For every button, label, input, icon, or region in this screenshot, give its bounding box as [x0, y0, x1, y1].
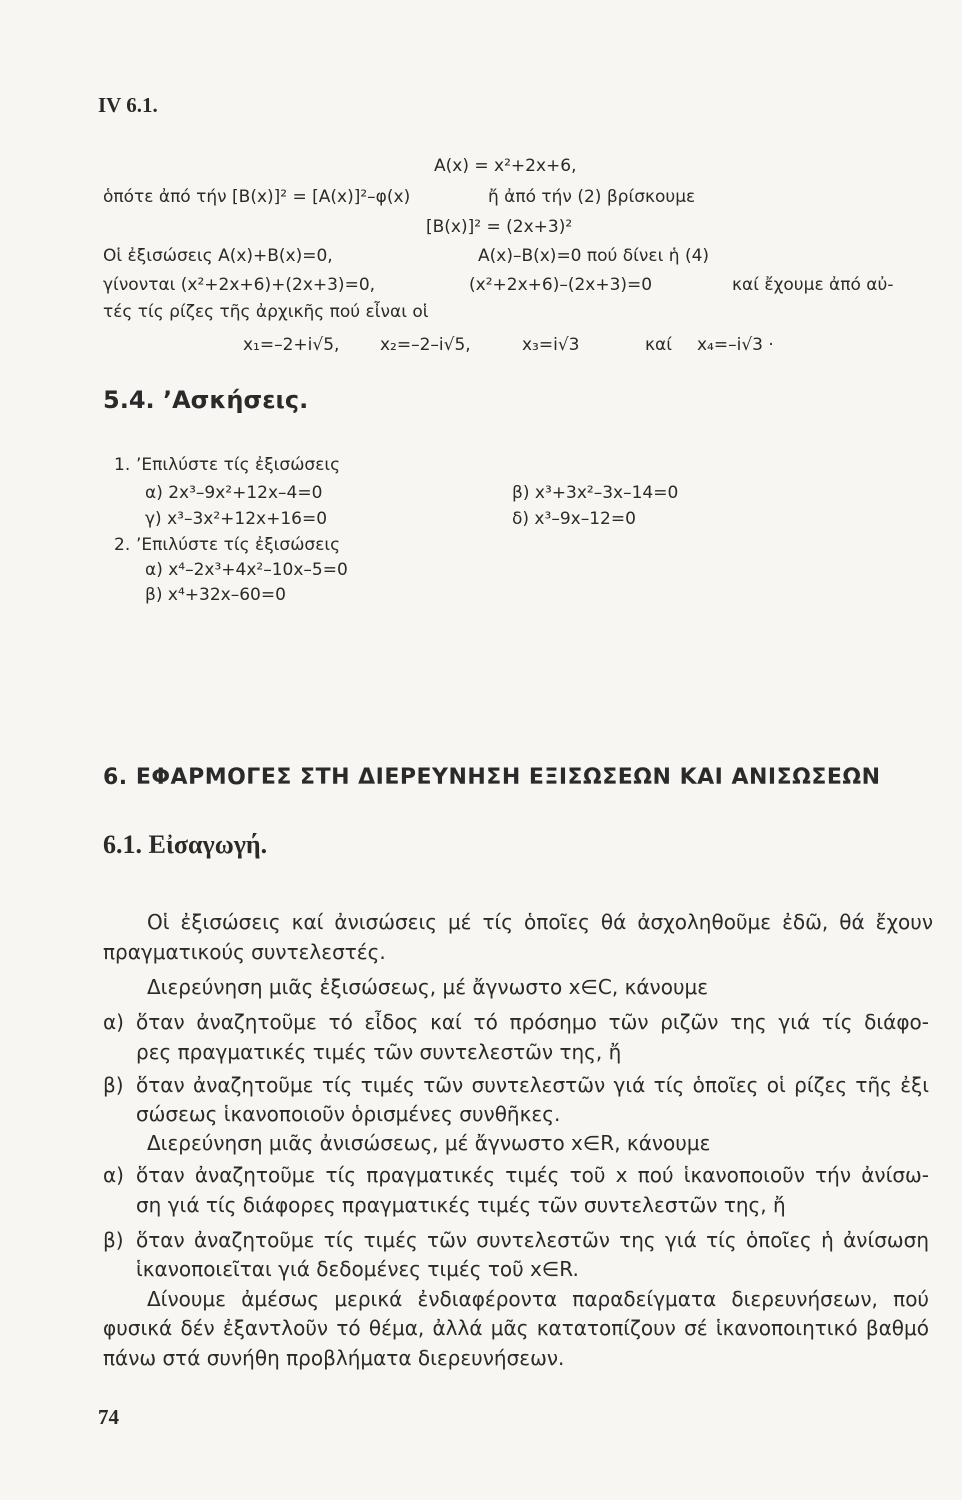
- paragraph-4-line-1: Δίνουμε ἀμέσως μερικά ἐνδιαφέροντα παραδείγματα διερευνήσεων, πού: [147, 1287, 929, 1311]
- exercise-1-number: 1.: [114, 455, 131, 475]
- root-x2: x₂=–2–i√5,: [380, 335, 471, 355]
- p2a-line-2: ρες πραγματικές τιμές τῶν συντελεστῶν της, ἤ: [136, 1040, 622, 1064]
- exercise-1-prompt: ’Επιλύστε τίς ἐξισώσεις: [136, 455, 341, 475]
- p2b-marker: β): [103, 1073, 124, 1097]
- line-b-left: ὁπότε ἀπό τήν [B(x)]² = [A(x)]²–φ(x): [103, 187, 411, 207]
- exercise-2b: β) x⁴+32x–60=0: [145, 585, 286, 605]
- exercises-title: 5.4. ’Ασκήσεις.: [103, 386, 309, 414]
- exercise-1a: α) 2x³–9x²+12x–4=0: [145, 483, 323, 503]
- p2b-line-1: ὅταν ἀναζητοῦμε τίς τιμές τῶν συντελεστῶν γιά τίς ὁποῖες οἱ ρίζες τῆς ἐξι: [136, 1073, 929, 1097]
- exercise-2a: α) x⁴–2x³+4x²–10x–5=0: [145, 560, 348, 580]
- p2b-line-2: σώσεως ἱκανοποιοῦν ὁρισμένες συνθῆκες.: [136, 1102, 561, 1126]
- line-e: τές τίς ρίζες τῆς ἀρχικῆς πού εἶναι οἱ: [103, 302, 429, 322]
- root-x3: x₃=i√3: [522, 335, 580, 355]
- p3a-marker: α): [103, 1163, 124, 1187]
- paragraph-1-line-1: Οἱ ἐξισώσεις καί ἀνισώσεις μέ τίς ὁποῖες θά ἀσχοληθοῦμε ἐδῶ, θά ἔχουν: [147, 910, 933, 934]
- exercise-2-prompt: ’Επιλύστε τίς ἐξισώσεις: [136, 535, 341, 555]
- paragraph-2: Διερεύνηση μιᾶς ἐξισώσεως, μέ ἄγνωστο x∈C, κάνουμε: [147, 975, 709, 999]
- p3a-line-2: ση γιά τίς διάφορες πραγματικές τιμές τῶν συντελεστῶν της, ἤ: [136, 1193, 786, 1217]
- p3a-line-1: ὅταν ἀναζητοῦμε τίς πραγματικές τιμές τοῦ x πού ἱκανοποιοῦν τήν ἀνίσω-: [136, 1163, 929, 1187]
- p3b-line-1: ὅταν ἀναζητοῦμε τίς τιμές τῶν συντελεστῶν της γιά τίς ὁποῖες ἡ ἀνίσωση: [136, 1228, 929, 1252]
- line-d-part1: γίνονται (x²+2x+6)+(2x+3)=0,: [103, 275, 376, 295]
- section-title: 6. ΕΦΑΡΜΟΓΕΣ ΣΤΗ ΔΙΕΡΕΥΝΗΣΗ ΕΞΙΣΩΣΕΩΝ ΚΑΙ ΑΝΙΣΩΣΕΩΝ: [103, 765, 881, 790]
- line-c-left: Οἱ ἐξισώσεις A(x)+B(x)=0,: [103, 246, 333, 266]
- paragraph-3: Διερεύνηση μιᾶς ἀνισώσεως, μέ ἄγνωστο x∈R, κάνουμε: [147, 1131, 711, 1155]
- exercise-1c: γ) x³–3x²+12x+16=0: [145, 509, 328, 529]
- running-header: IV 6.1.: [98, 93, 158, 117]
- equation-a-definition: A(x) = x²+2x+6,: [434, 156, 577, 176]
- roots-and: καί: [645, 335, 672, 355]
- p3b-line-2: ἱκανοποιεῖται γιά δεδομένες τιμές τοῦ x∈R.: [136, 1257, 579, 1281]
- p2a-marker: α): [103, 1010, 124, 1034]
- paragraph-1-line-2: πραγματικούς συντελεστές.: [103, 940, 386, 964]
- exercise-2-number: 2.: [114, 535, 131, 555]
- exercise-1d: δ) x³–9x–12=0: [512, 509, 636, 529]
- line-c-right: A(x)–B(x)=0 πού δίνει ἡ (4): [478, 246, 710, 266]
- page-number: 74: [98, 1405, 119, 1429]
- root-x1: x₁=–2+i√5,: [243, 335, 340, 355]
- paragraph-4-line-2: φυσικά δέν ἐξαντλοῦν τό θέμα, ἀλλά μᾶς κατατοπίζουν σέ ἱκανοποιητικό βαθμό: [103, 1316, 929, 1340]
- exercise-1b: β) x³+3x²–3x–14=0: [512, 483, 679, 503]
- paragraph-4-line-3: πάνω στά συνήθη προβλήματα διερευνήσεων.: [103, 1346, 565, 1370]
- equation-b-square: [B(x)]² = (2x+3)²: [426, 217, 573, 237]
- p3b-marker: β): [103, 1228, 124, 1252]
- line-d-part3: καί ἔχουμε ἀπό αὐ-: [732, 275, 894, 295]
- p2a-line-1: ὅταν ἀναζητοῦμε τό εἶδος καί τό πρόσημο τῶν ριζῶν της γιά τίς διάφο-: [136, 1010, 929, 1034]
- root-x4: x₄=–i√3 ·: [697, 335, 774, 355]
- section-subtitle: 6.1. Εἰσαγωγή.: [103, 830, 268, 859]
- line-b-right: ἤ ἀπό τήν (2) βρίσκουμε: [488, 187, 696, 207]
- line-d-part2: (x²+2x+6)–(2x+3)=0: [469, 275, 653, 295]
